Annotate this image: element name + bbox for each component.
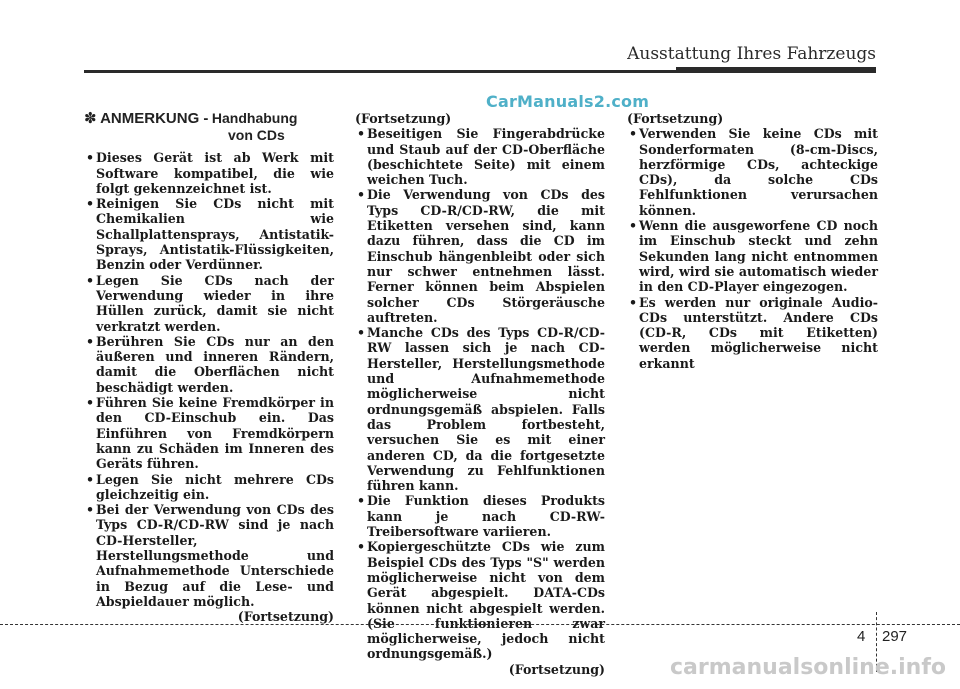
watermark-top: CarManuals2.com	[486, 92, 650, 111]
continued-footer: (Fortsetzung)	[237, 609, 334, 625]
list-item: • Die Verwendung von CDs des Typs CD-R/CD-RW, die mit Etiketten versehen sind, kann dazu führen, dass die CD im Einschub hängenbleibt oder sich nur schwer entnehmen lässt. Ferner können beim Abspielen solcher CDs Störgeräusche auftreten.	[355, 187, 605, 325]
continued-header: (Fortsetzung)	[627, 111, 724, 126]
list-item: • Führen Sie keine Fremdkörper in den CD-Einschub ein. Das Einführen von Fremdkörpern kann zu Schäden im Inneren des Geräts führen.	[84, 395, 334, 471]
header-rule-accent	[676, 67, 876, 73]
note-title	[84, 111, 334, 143]
list-item: • Die Funktion dieses Produkts kann je nach CD-RW-Treibersoftware variieren.	[355, 493, 605, 539]
list-item: • Bei der Verwendung von CDs des Typs CD-R/CD-RW sind je nach CD-Hersteller, Herstellungsmethode und Aufnahmemethode Unterschiede in Bezug auf die Lese- und Abspieldauer möglich.	[84, 502, 334, 609]
note-prefix: ANMERKUNG -	[100, 110, 209, 127]
column-3-list	[627, 126, 878, 371]
list-item: • Wenn die ausgeworfene CD noch im Einschub steckt und zehn Sekunden lang nicht entnommen wird, wird sie automatisch wieder in den CD-Player eingezogen.	[627, 218, 878, 294]
page-header-title: Ausstattung Ihres Fahrzeugs	[627, 44, 876, 64]
list-item: • Dieses Gerät ist ab Werk mit Software kompatibel, die wie folgt gekennzeichnet ist.	[84, 150, 334, 196]
column-3	[627, 111, 878, 371]
column-2	[355, 111, 605, 677]
list-item: • Legen Sie nicht mehrere CDs gleichzeitig ein.	[84, 472, 334, 503]
page-number: 297	[882, 628, 908, 645]
watermark-bottom: carmanualsonline.info	[670, 655, 946, 680]
column-1-list	[84, 150, 334, 609]
chapter-number: 4	[857, 628, 866, 645]
continued-header: (Fortsetzung)	[355, 111, 452, 126]
note-title-line1: Handhabung	[211, 110, 298, 126]
list-item: • Berühren Sie CDs nur an den äußeren und inneren Rändern, damit die Oberflächen nicht beschädigt werden.	[84, 334, 334, 395]
footer-dashed-rule	[0, 624, 960, 625]
column-1	[84, 111, 334, 625]
column-2-list	[355, 126, 605, 661]
list-item: • Es werden nur originale Audio-CDs unterstützt. Andere CDs (CD-R, CDs mit Etiketten) werden möglicherweise nicht erkannt	[627, 295, 878, 371]
list-item: • Manche CDs des Typs CD-R/CD-RW lassen sich je nach CD-Hersteller, Herstellungsmethode und Aufnahmemethode möglicherweise nicht ordnungsgemäß abspielen. Falls das Problem fortbesteht, versuchen Sie es mit einer anderen CD, da die fortgesetzte Verwendung zu Fehlfunktionen führen kann.	[355, 325, 605, 493]
note-title-line2: von CDs	[228, 127, 285, 144]
list-item: • Kopiergeschützte CDs wie zum Beispiel CDs des Typs "S" werden möglicherweise nicht von dem Gerät abgespielt. DATA-CDs können nicht abgespielt werden. (Sie funktionieren zwar möglicherweise, jedoch nicht ordnungsgemäß.)	[355, 539, 605, 661]
continued-footer: (Fortsetzung)	[508, 661, 605, 677]
list-item: • Legen Sie CDs nach der Verwendung wieder in ihre Hüllen zurück, damit sie nicht verkratzt werden.	[84, 273, 334, 334]
list-item: • Reinigen Sie CDs nicht mit Chemikalien wie Schallplattensprays, Antistatik-Sprays, Antistatik-Flüssigkeiten, Benzin oder Verdünner.	[84, 196, 334, 272]
list-item: • Verwenden Sie keine CDs mit Sonderformaten (8-cm-Discs, herzförmige CDs, achteckige CDs), da solche CDs Fehlfunktionen verursachen können.	[627, 126, 878, 218]
list-item: • Beseitigen Sie Fingerabdrücke und Staub auf der CD-Oberfläche (beschichtete Seite) mit einem weichen Tuch.	[355, 126, 605, 187]
note-star-icon: ✽	[84, 110, 97, 127]
